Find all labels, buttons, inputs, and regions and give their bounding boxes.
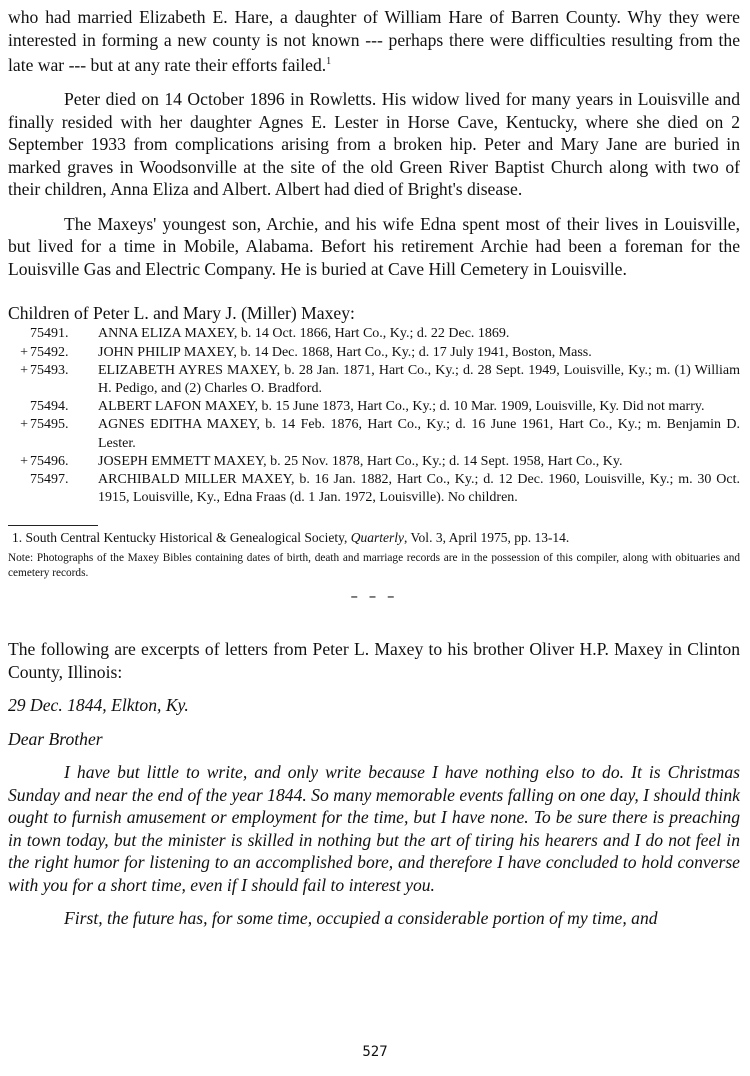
child-entry <box>8 362 740 398</box>
footnote-source: South Central Kentucky Historical & Genealogical Society, <box>25 530 348 546</box>
paragraph-peter-death: Peter died on 14 October 1896 in Rowletts. His widow lived for many years in Louisville and finally resided with her daughter Agnes E. Lester in Horse Cave, Kentucky, where she died on 2 September 1933 from complications arising from a broken hip. Peter and Mary Jane are buried in marked graves in Woodsonville at the site of the old Green River Baptist Church along with two of their children, Anna Eliza and Albert. Albert had died of Bright's disease. <box>8 89 740 200</box>
descendant-marker <box>8 325 28 343</box>
child-text: AGNES EDITHA MAXEY, b. 14 Feb. 1876, Hart Co., Ky.; d. 16 June 1961, Hart Co., Ky.; m. Benjamin D. Lester. <box>98 417 740 451</box>
children-heading: Children of Peter L. and Mary J. (Miller) Maxey: <box>8 303 355 324</box>
child-text: JOSEPH EMMETT MAXEY, b. 25 Nov. 1878, Hart Co., Ky.; d. 14 Sept. 1958, Hart Co., Ky. <box>98 453 623 469</box>
child-text: JOHN PHILIP MAXEY, b. 14 Dec. 1868, Hart Co., Ky.; d. 17 July 1941, Boston, Mass. <box>98 344 592 360</box>
footnote-divider <box>8 525 98 526</box>
child-text: ARCHIBALD MILLER MAXEY, b. 16 Jan. 1882, Hart Co., Ky.; d. 12 Dec. 1960, Louisville, Ky.; m. 30 Oct. 1915, Louisville, Ky., Edna Fraas (d. 1 Jan. 1972, Louisville). No children. <box>98 471 740 506</box>
child-entry <box>8 398 740 416</box>
footnote <box>8 529 740 547</box>
children-list <box>8 325 740 507</box>
descendant-marker <box>8 471 28 507</box>
footnote-number: 1. <box>12 530 23 546</box>
descendant-marker: + <box>20 362 28 378</box>
compiler-note: Note: Photographs of the Maxey Bibles containing dates of birth, death and marriage records are in the possession of this compiler, along with obituaries and cemetery records. <box>8 552 740 580</box>
letter-salutation: Dear Brother <box>8 728 103 749</box>
child-entry <box>8 471 740 507</box>
child-text: ANNA ELIZA MAXEY, b. 14 Oct. 1866, Hart Co., Ky.; d. 22 Dec. 1869. <box>98 326 510 342</box>
descendant-marker: + <box>20 417 28 433</box>
child-text: ALBERT LAFON MAXEY, b. 15 June 1873, Hart Co., Ky.; d. 10 Mar. 1909, Louisville, Ky. Did not marry. <box>98 399 705 415</box>
letters-intro: The following are excerpts of letters from Peter L. Maxey to his brother Oliver H.P. Maxey in Clinton County, Illinois: <box>8 639 740 682</box>
descendant-marker <box>8 398 28 416</box>
paragraph-hare-county <box>8 6 740 76</box>
paragraph-archie: The Maxeys' youngest son, Archie, and his wife Edna spent most of their lives in Louisville, but lived for a time in Mobile, Alabama. Befort his retirement Archie had been a foreman for the Louisville Gas and Electric Company. He is buried at Cave Hill Cemetery in Louisville. <box>8 213 740 279</box>
letter-body-paragraph: I have but little to write, and only write because I have nothing elso to do. It is Christmas Sunday and near the end of the year 1844. So many memorable events falling on one day, I should think ought to furnish amusement or employment for the time, but I have none. To be sure there is preaching in town today, but the minister is skilled in nothing but the art of tiring his hearers and I do not feel in the right humor for listening to an accomplished bore, and therefore I have concluded to hold converse with you for a short time, even if I should fail to interest you. <box>8 762 740 895</box>
letter-dateline: 29 Dec. 1844, Elkton, Ky. <box>8 695 189 716</box>
descendant-marker: + <box>20 453 28 469</box>
footnote-details: , Vol. 3, April 1975, pp. 13-14. <box>404 530 570 546</box>
letter-body-paragraph: First, the future has, for some time, occupied a considerable portion of my time, and <box>64 908 658 929</box>
child-number: 75492. <box>30 344 69 360</box>
child-entry <box>8 344 740 362</box>
page-number: 527 <box>362 1044 388 1060</box>
child-number: 75496. <box>30 453 69 469</box>
child-number: 75494. <box>30 399 69 415</box>
document-page <box>8 6 740 930</box>
child-number: 75497. <box>30 471 69 487</box>
paragraph-text: who had married Elizabeth E. Hare, a daughter of William Hare of Barren County. Why they were interested in forming a new county is not known --- perhaps there were difficulties resulting from the late war --- but at any rate their efforts failed. <box>8 7 740 75</box>
child-entry <box>8 325 740 343</box>
child-entry <box>8 416 740 452</box>
child-number: 75493. <box>30 362 69 378</box>
child-text: ELIZABETH AYRES MAXEY, b. 28 Jan. 1871, Hart Co., Ky.; d. 28 Sept. 1949, Louisville, Ky.; m. (1) William H. Pedigo, and (2) Charles O. Bradford. <box>98 362 740 396</box>
descendant-marker: + <box>20 344 28 360</box>
child-number: 75495. <box>30 417 69 433</box>
section-separator: – – – <box>350 587 398 606</box>
child-entry <box>8 453 740 471</box>
footnote-publication-title: Quarterly <box>350 530 405 546</box>
footnote-ref[interactable]: 1 <box>326 56 332 67</box>
child-number: 75491. <box>30 326 69 342</box>
